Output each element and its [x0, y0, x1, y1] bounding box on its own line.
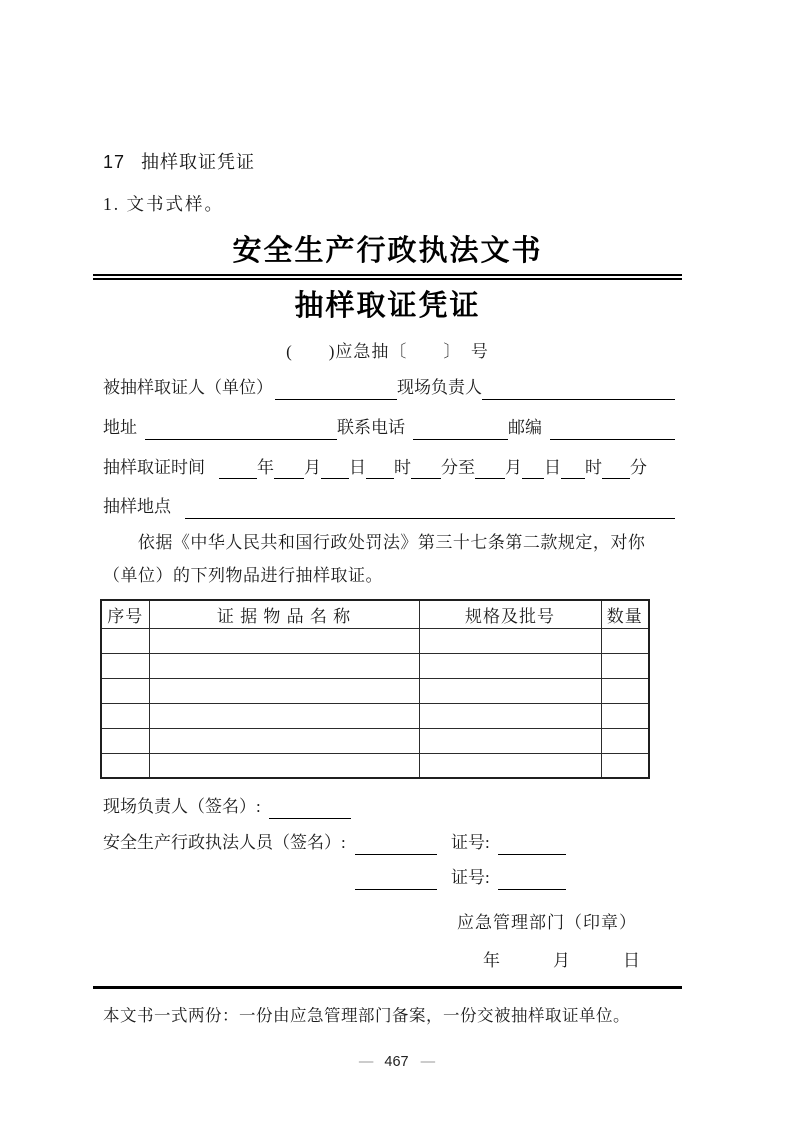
footer-rule — [93, 986, 682, 989]
section-heading — [103, 148, 682, 174]
unit-minute-to: 分至 — [441, 457, 475, 477]
col-header-spec-batch: 规格及批号 — [419, 600, 601, 628]
table-cell — [419, 703, 601, 728]
document-title: 抽样取证凭证 — [294, 290, 481, 322]
double-rule — [93, 274, 682, 280]
sig-label-site-manager: 现场负责人（签名）: — [103, 797, 261, 817]
table-cell — [601, 653, 649, 678]
table-header-row — [101, 600, 649, 628]
table-cell — [101, 753, 149, 778]
page-number: 467 — [384, 1054, 409, 1070]
table-cell — [601, 628, 649, 653]
blank-address — [145, 434, 337, 440]
table-cell — [601, 728, 649, 753]
unit-day: 日 — [349, 457, 366, 477]
signature-block — [93, 795, 682, 889]
blank-cert-no-2 — [498, 884, 566, 890]
table-row — [101, 653, 649, 678]
blank-day — [321, 473, 349, 479]
unit-month: 月 — [304, 457, 321, 477]
cert-no-label-1: 证号: — [451, 833, 490, 853]
blank-sampling-place — [185, 513, 675, 519]
subsection-heading: 1. 文书式样。 — [103, 194, 224, 214]
unit-hour: 时 — [394, 457, 411, 477]
field-label-address: 地址 — [103, 417, 137, 437]
blank-phone — [413, 434, 508, 440]
field-label-phone: 联系电话 — [337, 417, 405, 437]
blank-sampled-party — [275, 394, 397, 400]
field-label-sampling-place: 抽样地点 — [103, 497, 171, 517]
form-row-party — [103, 376, 675, 400]
date-year-label: 年 — [483, 950, 500, 970]
section-title: 抽样取证凭证 — [141, 152, 256, 172]
blank-cert-no-1 — [498, 849, 566, 855]
table-row — [101, 703, 649, 728]
cert-no-label-2: 证号: — [451, 868, 490, 888]
blank-minute — [411, 473, 441, 479]
sig-row-site-manager — [103, 795, 682, 819]
unit-end-hour: 时 — [585, 457, 602, 477]
blank-end-hour — [561, 473, 585, 479]
sig-row-enforcer-2 — [103, 866, 682, 890]
stamp-date-line — [93, 946, 682, 971]
table-cell — [101, 628, 149, 653]
table-cell — [601, 678, 649, 703]
table-cell — [149, 753, 419, 778]
blank-end-month — [475, 473, 505, 479]
blank-postcode — [550, 434, 675, 440]
col-header-index: 序号 — [101, 600, 149, 628]
table-cell — [419, 628, 601, 653]
sig-label-enforcer: 安全生产行政执法人员（签名）: — [103, 833, 346, 853]
unit-end-day: 日 — [544, 457, 561, 477]
evidence-table-body — [101, 628, 649, 778]
table-row — [101, 728, 649, 753]
copies-note: 本文书一式两份：一份由应急管理部门备案，一份交被抽样取证单位。 — [103, 1005, 630, 1025]
table-row — [101, 753, 649, 778]
table-cell — [101, 678, 149, 703]
col-header-quantity: 数量 — [601, 600, 649, 628]
table-cell — [101, 703, 149, 728]
blank-end-minute — [602, 473, 630, 479]
field-label-site-manager: 现场负责人 — [397, 378, 482, 397]
table-cell — [419, 653, 601, 678]
blank-hour — [366, 473, 394, 479]
blank-end-day — [522, 473, 544, 479]
document-content — [93, 0, 682, 1026]
unit-end-month: 月 — [505, 457, 522, 477]
field-label-sampling-time: 抽样取证时间 — [103, 457, 205, 477]
table-row — [101, 678, 649, 703]
evidence-table — [100, 599, 650, 779]
blank-enforcer-signature-1 — [355, 849, 437, 855]
col-header-item-name: 证 据 物 品 名 称 — [149, 600, 419, 628]
table-cell — [419, 678, 601, 703]
document-number-line: ( )应急抽〔 〕 号 — [286, 342, 489, 361]
date-day-label: 日 — [623, 950, 640, 970]
blank-enforcer-signature-2 — [355, 884, 437, 890]
table-cell — [149, 628, 419, 653]
table-cell — [101, 653, 149, 678]
unit-year: 年 — [257, 457, 274, 477]
field-label-postcode: 邮编 — [508, 417, 542, 437]
stamp-authority-label: 应急管理部门（印章） — [457, 912, 637, 932]
table-cell — [601, 703, 649, 728]
date-month-label: 月 — [553, 950, 570, 970]
sig-row-enforcer-1 — [103, 831, 682, 855]
section-number: 17 — [103, 152, 126, 172]
table-cell — [101, 728, 149, 753]
table-cell — [149, 653, 419, 678]
legal-basis-paragraph: 依据《中华人民共和国行政处罚法》第三十七条第二款规定，对你（单位）的下列物品进行抽样取证。 — [103, 533, 646, 585]
blank-site-manager-signature — [269, 813, 351, 819]
table-cell — [601, 753, 649, 778]
table-cell — [149, 678, 419, 703]
footer-right-dash: — — [420, 1054, 435, 1070]
blank-year — [219, 473, 257, 479]
document-series-title: 安全生产行政执法文书 — [232, 235, 543, 267]
table-cell — [149, 703, 419, 728]
form-row-sampling-time — [103, 456, 675, 480]
table-cell — [419, 728, 601, 753]
blank-site-manager — [482, 394, 675, 400]
form-row-sampling-place — [103, 495, 675, 519]
form-row-address — [103, 416, 675, 440]
table-cell — [149, 728, 419, 753]
table-cell — [419, 753, 601, 778]
footer-left-dash: — — [358, 1054, 373, 1070]
blank-month — [274, 473, 304, 479]
field-label-sampled-party: 被抽样取证人（单位） — [103, 378, 273, 397]
unit-end-minute: 分 — [630, 457, 647, 477]
form-fields — [93, 376, 682, 519]
page-footer — [0, 1054, 793, 1070]
table-row — [101, 628, 649, 653]
